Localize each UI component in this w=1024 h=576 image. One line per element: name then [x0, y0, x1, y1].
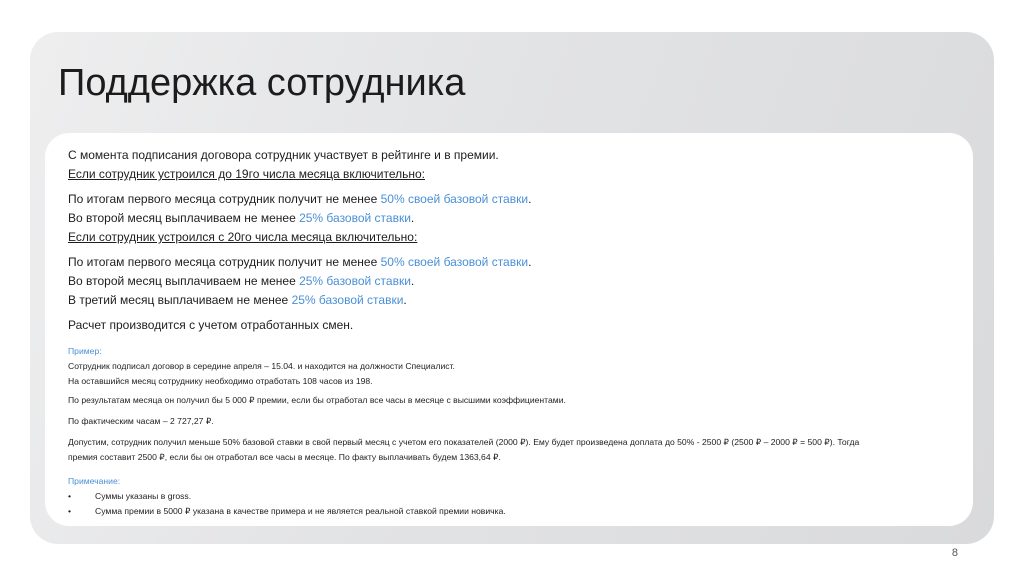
bullet-icon: •	[68, 506, 72, 516]
period: .	[403, 293, 407, 307]
calc-note: Расчет производится с учетом отработанных смен.	[68, 318, 354, 332]
example-line5: Допустим, сотрудник получил меньше 50% базовой ставки в свой первый месяц с учетом его показателей (2000 ₽). Ему будет произведена доплата до 50% - 2500 ₽ (2500 ₽ – 2000 ₽ = 500 ₽). Тогда	[68, 437, 860, 447]
case1-heading: Если сотрудник устроился до 19го числа месяца включительно:	[68, 167, 425, 181]
case2-line2-text: Во второй месяц выплачиваем не менее	[68, 274, 300, 288]
case2-heading: Если сотрудник устроился с 20го числа месяца включительно:	[68, 230, 418, 244]
case2-line3-highlight: 25% базовой ставки	[291, 293, 404, 307]
case2-line1-highlight: 50% своей базовой ставки	[380, 255, 529, 269]
example-line4: По фактическим часам – 2 727,27 ₽.	[68, 416, 214, 426]
list-item	[68, 489, 948, 504]
example-line3: По результатам месяца он получил бы 5 000 ₽ премии, если бы отработал все часы в месяце с высшими коэффициентами.	[68, 395, 566, 405]
case2-line2-highlight: 25% базовой ставки	[299, 274, 411, 288]
notes-label: Примечание:	[68, 476, 121, 486]
period: .	[528, 192, 532, 206]
case2-line1-text: По итогам первого месяца сотрудник получит не менее	[68, 255, 381, 269]
case1-line2	[68, 209, 948, 228]
period: .	[410, 274, 415, 288]
example-line1: Сотрудник подписал договор в середине апреля – 15.04. и находится на должности Специалист.	[68, 361, 455, 371]
example-line2: На оставшийся месяц сотруднику необходимо отработать 108 часов из 198.	[68, 376, 373, 386]
list-item	[68, 504, 948, 519]
case2-line1	[68, 253, 948, 272]
period: .	[410, 211, 415, 225]
case1-line1	[68, 190, 948, 209]
period: .	[528, 255, 532, 269]
case1-line1-text: По итогам первого месяца сотрудник получит не менее	[68, 192, 381, 206]
example-label: Пример:	[68, 346, 102, 356]
slide-title: Поддержка сотрудника	[58, 62, 466, 104]
case1-line2-highlight: 25% базовой ставки	[299, 211, 411, 225]
note-text: Суммы указаны в gross.	[95, 491, 192, 501]
case1-line1-highlight: 50% своей базовой ставки	[380, 192, 529, 206]
note-text: Сумма премии в 5000 ₽ указана в качестве примера и не является реальной ставкой премии новичка.	[95, 506, 506, 516]
page-number: 8	[951, 547, 958, 559]
case1-line2-text: Во второй месяц выплачиваем не менее	[68, 211, 300, 225]
example-line6: премия составит 2500 ₽, если бы он отработал все часы в месяце. По факту выплачивать будем 1363,64 ₽.	[68, 452, 501, 462]
case2-line2	[68, 272, 948, 291]
case2-line3	[68, 291, 948, 310]
intro-text: С момента подписания договора сотрудник участвует в рейтинге и в премии.	[68, 148, 499, 162]
content-card	[45, 133, 973, 526]
content-body	[68, 146, 948, 519]
bullet-icon: •	[68, 491, 72, 501]
case2-line3-text: В третий месяц выплачиваем не менее	[68, 293, 292, 307]
